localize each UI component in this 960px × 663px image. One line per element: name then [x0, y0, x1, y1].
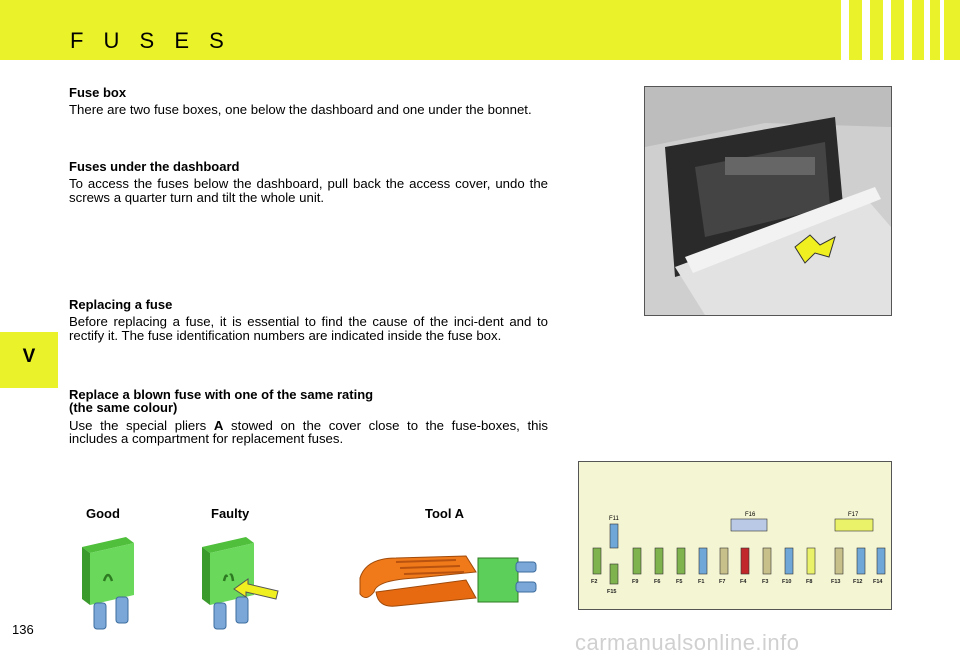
fuse-label: F13 — [831, 579, 841, 585]
section-heading: Fuse box — [69, 85, 127, 100]
fuse-label: F12 — [853, 579, 863, 585]
fuse-layout-diagram — [578, 461, 892, 610]
fuse-label: F14 — [873, 579, 883, 585]
watermark: carmanualsonline.info — [575, 630, 800, 655]
body-text: Use the special pliers — [69, 417, 214, 433]
banner-stripe — [883, 0, 891, 60]
fuse-label: F1 — [698, 579, 705, 585]
faulty-fuse-illustration — [196, 533, 286, 633]
banner-stripe — [904, 0, 912, 60]
section-heading: Replacing a fuse — [69, 297, 173, 312]
section-fuse-box — [69, 86, 548, 117]
banner-stripe — [924, 0, 930, 60]
label-good: Good — [86, 506, 120, 521]
fuse-label: F3 — [762, 579, 769, 585]
page-title: F U S E S — [70, 28, 231, 53]
chapter-tab — [0, 332, 58, 388]
banner-stripe — [841, 0, 849, 60]
fuse-label: F11 — [609, 516, 619, 522]
fuse-label: F7 — [719, 579, 726, 585]
fuse-label: F10 — [782, 579, 792, 585]
heading-line: Replace a blown fuse with one of the same rating — [69, 387, 374, 402]
fuse-label: F17 — [848, 512, 859, 518]
section-replace-blown — [69, 388, 548, 446]
chapter-tab-label: V — [22, 346, 36, 367]
body-text: stowed on the cover close to the fuse-boxes, this includes a compartment for replacement fuses. — [69, 417, 548, 447]
fuse-label: F9 — [632, 579, 639, 585]
fuse-label: F5 — [676, 579, 683, 585]
fuse-label: F2 — [591, 579, 598, 585]
fuse-label: F8 — [806, 579, 813, 585]
tool-letter: A — [213, 417, 224, 433]
dashboard-fusebox-photo — [644, 86, 892, 316]
fuse-label: F4 — [740, 579, 747, 585]
fuse-label: F15 — [607, 589, 617, 595]
fuse-label: F6 — [654, 579, 661, 585]
label-tool-a: Tool A — [425, 506, 464, 521]
heading-line: (the same colour) — [69, 400, 178, 416]
page-number: 136 — [12, 622, 34, 637]
section-fuses-under-dashboard — [69, 160, 548, 204]
banner-stripe — [940, 0, 944, 60]
section-body: To access the fuses below the dashboard, pull back the access cover, undo the screws a quarter turn and tilt the whole unit. — [69, 176, 548, 205]
section-heading — [69, 388, 548, 415]
section-replacing-fuse — [69, 298, 548, 342]
section-body: There are two fuse boxes, one below the dashboard and one under the bonnet. — [69, 102, 532, 118]
banner-stripe — [862, 0, 870, 60]
label-faulty: Faulty — [211, 506, 250, 521]
section-body — [69, 419, 548, 446]
good-fuse-illustration — [76, 533, 140, 633]
section-body: Before replacing a fuse, it is essential to find the cause of the inci-dent and to rectify it. The fuse identification numbers are indicated inside the fuse box. — [69, 314, 548, 343]
fuse-label: F16 — [745, 512, 756, 518]
header-banner — [0, 0, 960, 60]
section-heading: Fuses under the dashboard — [69, 159, 240, 174]
tool-a-pliers-illustration — [356, 548, 546, 610]
